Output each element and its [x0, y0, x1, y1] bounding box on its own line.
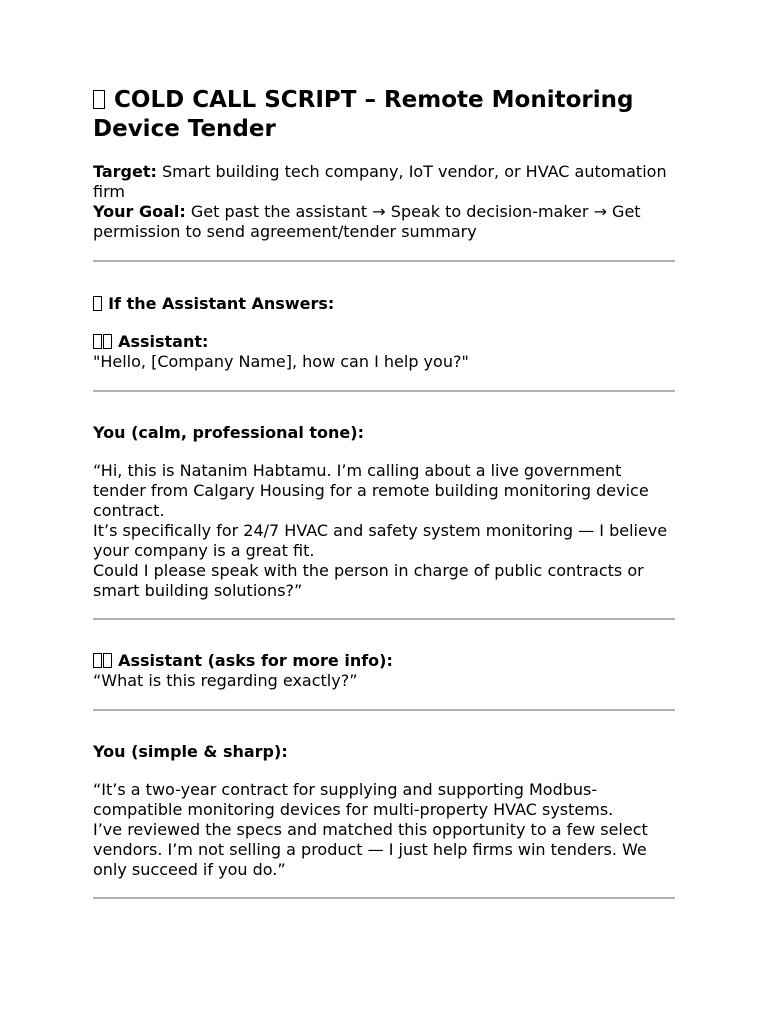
assistant-speaker: Assistant: — [93, 332, 675, 352]
goal-text: Get past the assistant → Speak to decision-maker → Get permission to send agreement/tender summary — [93, 202, 641, 241]
missing-glyph-icon — [103, 653, 112, 668]
page-title — [93, 86, 675, 144]
missing-glyph-icon — [103, 334, 112, 349]
section-heading-you-simple: You (simple & sharp): — [93, 742, 288, 761]
missing-glyph-icon — [93, 334, 102, 349]
divider — [93, 260, 675, 262]
target-label: Target: — [93, 162, 157, 181]
you-calm-paragraph-1: “Hi, this is Natanim Habtamu. I’m calling about a live government tender from Calgary Housing for a remote building monitoring device contract. — [93, 461, 649, 520]
you-simple-paragraph-2: I’ve reviewed the specs and matched this opportunity to a few select vendors. I’m not selling a product — I just help firms win tenders. We only succeed if you do.” — [93, 820, 648, 879]
target-line — [93, 162, 675, 202]
section-heading-assistant-answers: If the Assistant Answers: — [93, 294, 675, 314]
assistant-more-speaker: Assistant (asks for more info): — [93, 651, 675, 671]
divider — [93, 709, 675, 711]
you-calm-paragraph-3: Could I please speak with the person in charge of public contracts or smart building solutions?” — [93, 561, 644, 600]
assistant-line: "Hello, [Company Name], how can I help you?" — [93, 352, 469, 371]
page-title-text: COLD CALL SCRIPT – Remote Monitoring Device Tender — [93, 87, 634, 142]
goal-line — [93, 202, 675, 242]
missing-glyph-icon — [93, 653, 102, 668]
target-text: Smart building tech company, IoT vendor, or HVAC automation firm — [93, 162, 667, 201]
you-simple-paragraph-1: “It’s a two-year contract for supplying and supporting Modbus-compatible monitoring devices for multi-property HVAC systems. — [93, 780, 614, 819]
divider — [93, 897, 675, 899]
you-calm-paragraph-2: It’s specifically for 24/7 HVAC and safety system monitoring — I believe your company is a great fit. — [93, 521, 668, 560]
divider — [93, 618, 675, 620]
section-heading-you-calm: You (calm, professional tone): — [93, 423, 364, 442]
missing-glyph-icon — [93, 296, 102, 311]
divider — [93, 390, 675, 392]
goal-label: Your Goal: — [93, 202, 186, 221]
document-page — [93, 86, 675, 899]
missing-glyph-icon — [93, 90, 105, 109]
assistant-more-line: “What is this regarding exactly?” — [93, 671, 358, 690]
